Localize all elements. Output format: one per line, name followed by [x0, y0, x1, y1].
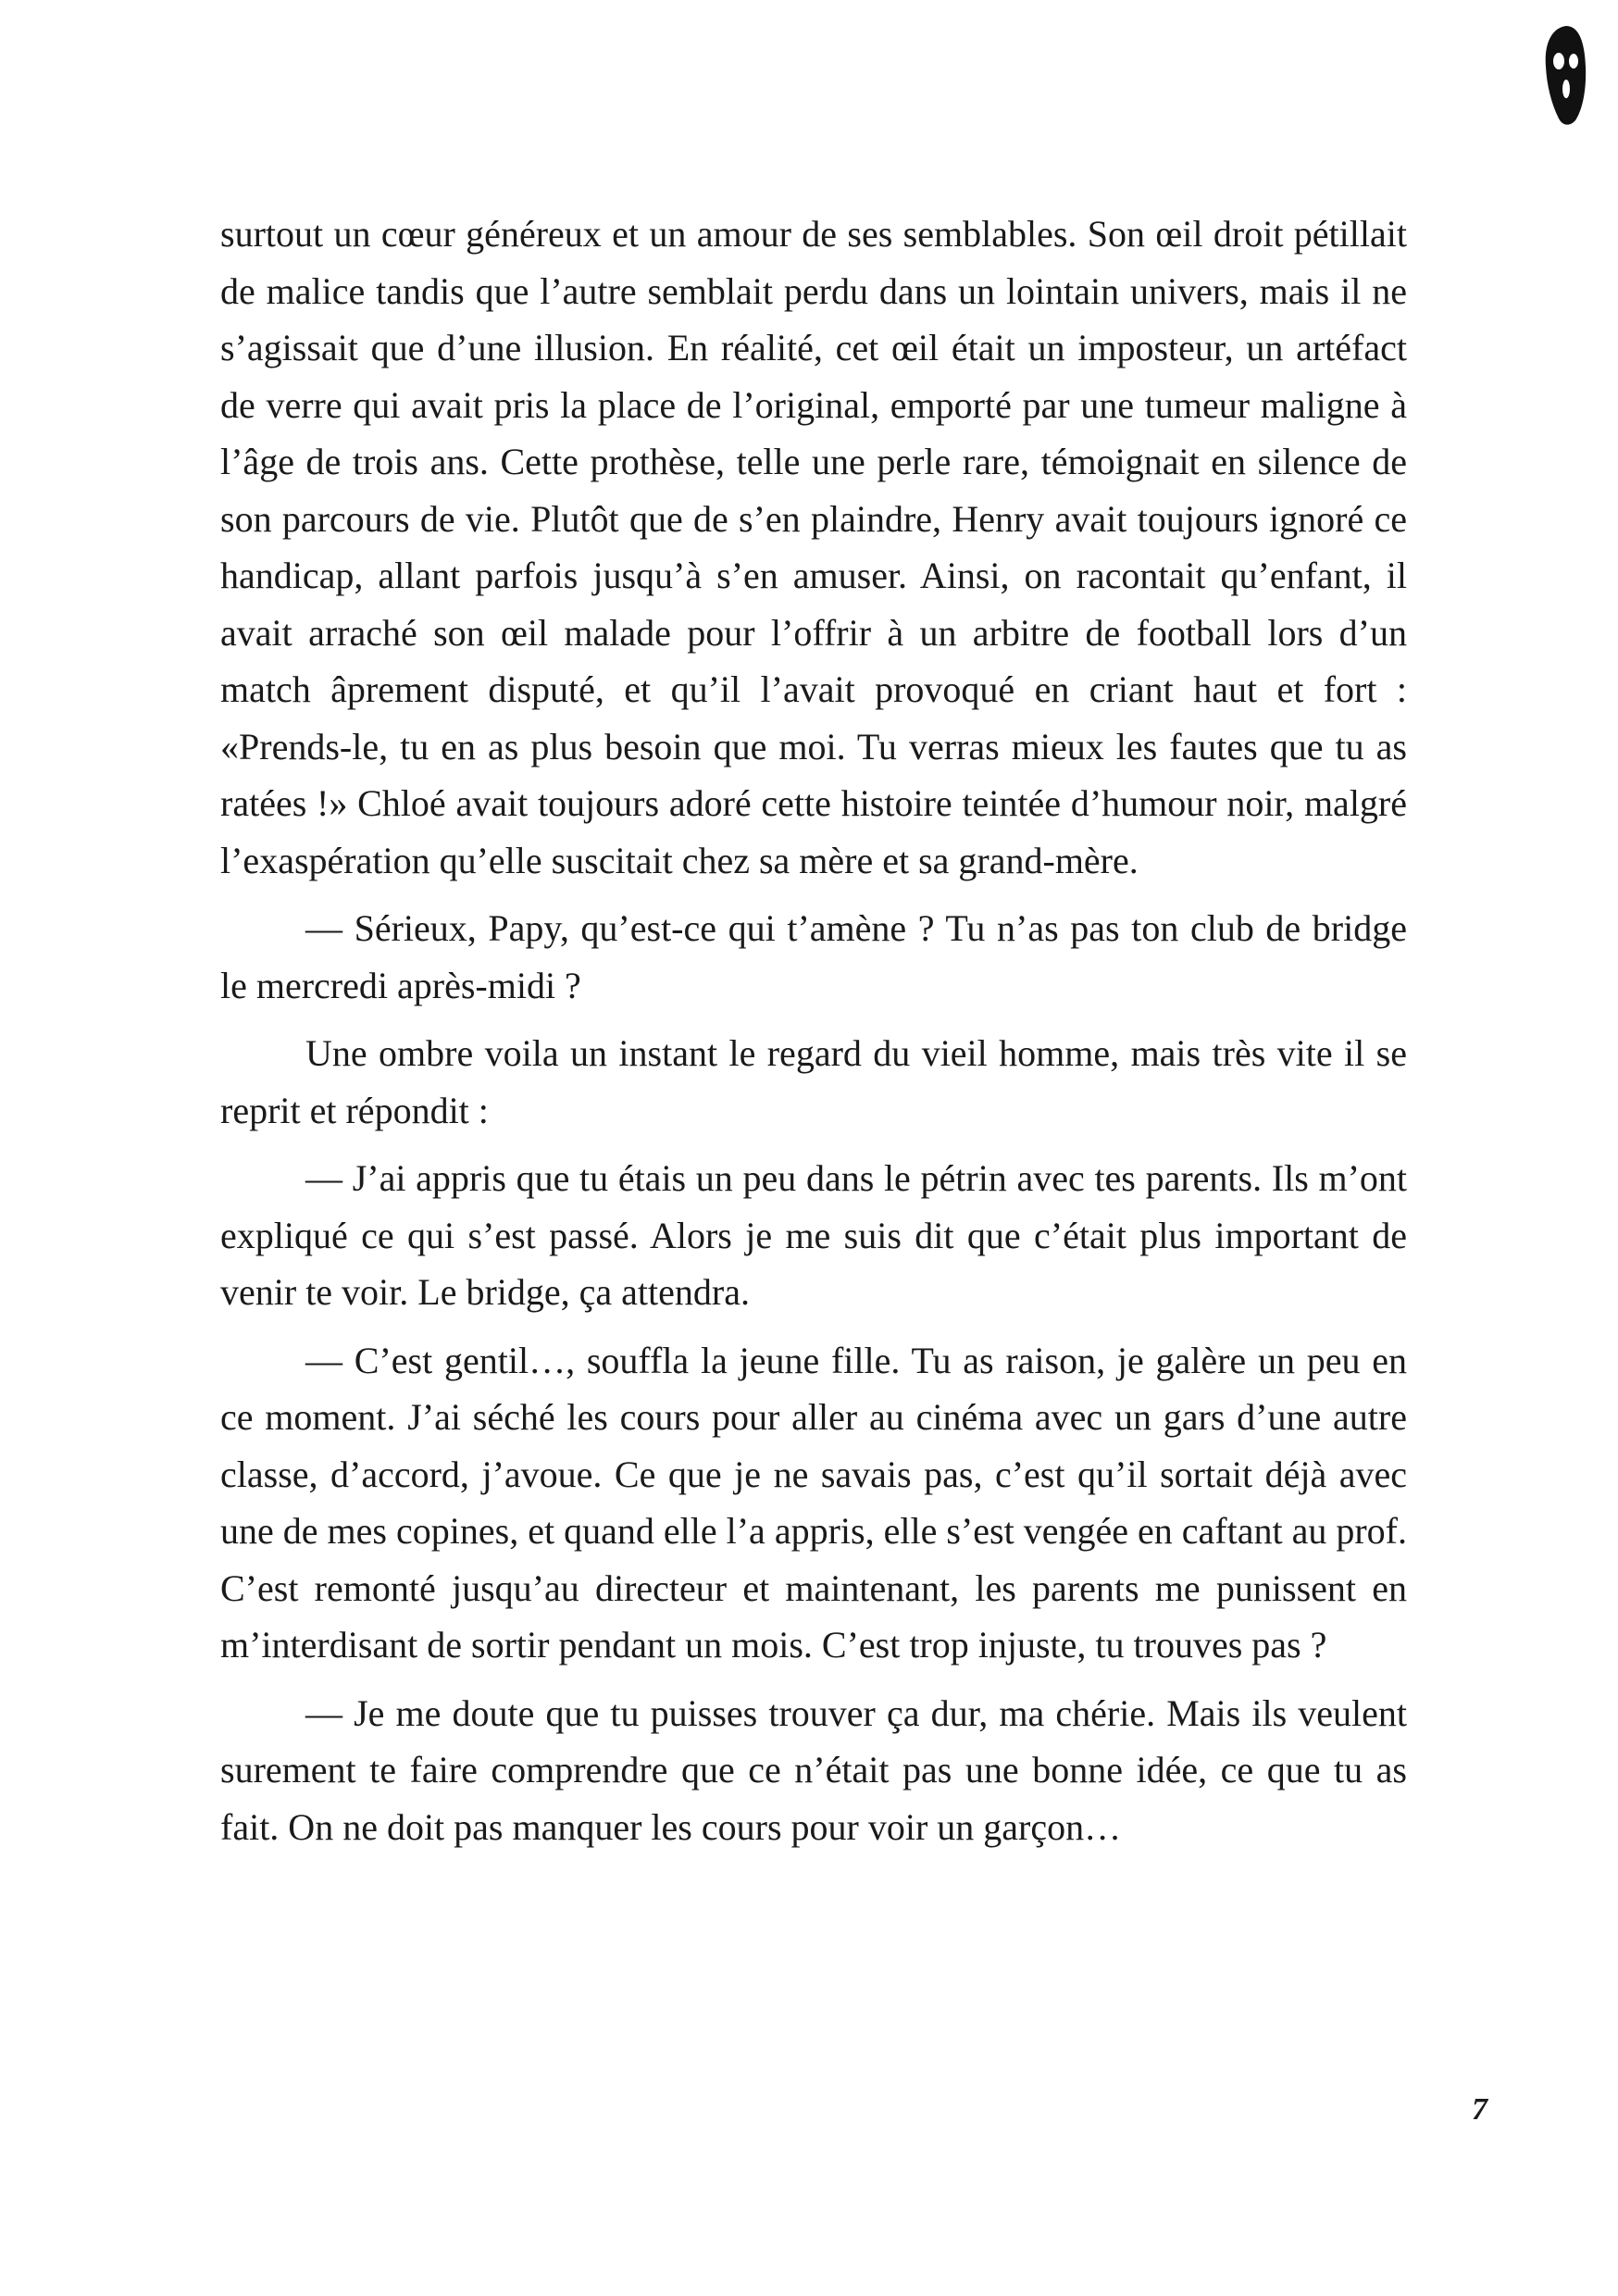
page-number: 7 — [1472, 2092, 1487, 2127]
ghost-face-icon — [1542, 24, 1588, 128]
paragraph-1: surtout un cœur généreux et un amour de ses semblables. Son œil droit pétillait de malice tandis que l’autre semblait perdu dans un lointain univers, mais il ne s’agissait que d’une illusion. En réalité, cet œil était un imposteur, un artéfact de verre qui avait pris la place de l’original, emporté par une tumeur maligne à l’âge de trois ans. Cette prothèse, telle une perle rare, témoignait en silence de son parcours de vie. Plutôt que de s’en plaindre, Henry avait toujours ignoré ce handicap, allant parfois jusqu’à s’en amuser. Ainsi, on racontait qu’enfant, il avait arraché son œil malade pour l’offrir à un arbitre de football lors d’un match âprement disputé, et qu’il l’avait provoqué en criant haut et fort : «Prends-le, tu en as plus besoin que moi. Tu verras mieux les fautes que tu as ratées !» Chloé avait toujours adoré cette histoire teintée d’humour noir, malgré l’exaspération qu’elle suscitait chez sa mère et sa grand-mère. — [220, 213, 1407, 881]
body-text — [220, 206, 1407, 1866]
paragraph-6: — Je me doute que tu puisses trouver ça dur, ma chérie. Mais ils veulent surement te faire comprendre que ce n’était pas une bonne idée, ce que tu as fait. On ne doit pas manquer les cours pour voir un garçon… — [220, 1691, 1407, 1848]
paragraph-2: — Sérieux, Papy, qu’est-ce qui t’amène ? Tu n’as pas ton club de bridge le mercredi après-midi ? — [220, 907, 1407, 1006]
paragraph-3: Une ombre voila un instant le regard du vieil homme, mais très vite il se reprit et répondit : — [220, 1032, 1407, 1131]
paragraph-5: — C’est gentil…, souffla la jeune fille. Tu as raison, je galère un peu en ce moment. J’ai séché les cours pour aller au cinéma avec un gars d’une autre classe, d’accord, j’avoue. Ce que je ne savais pas, c’est qu’il sortait déjà avec une de mes copines, et quand elle l’a appris, elle s’est vengée en caftant au prof. C’est remonté jusqu’au directeur et maintenant, les parents me punissent en m’interdisant de sortir pendant un mois. C’est trop injuste, tu trouves pas ? — [220, 1339, 1407, 1666]
paragraph-4: — J’ai appris que tu étais un peu dans le pétrin avec tes parents. Ils m’ont expliqué ce qui s’est passé. Alors je me suis dit que c’était plus important de venir te voir. Le bridge, ça attendra. — [220, 1157, 1407, 1313]
